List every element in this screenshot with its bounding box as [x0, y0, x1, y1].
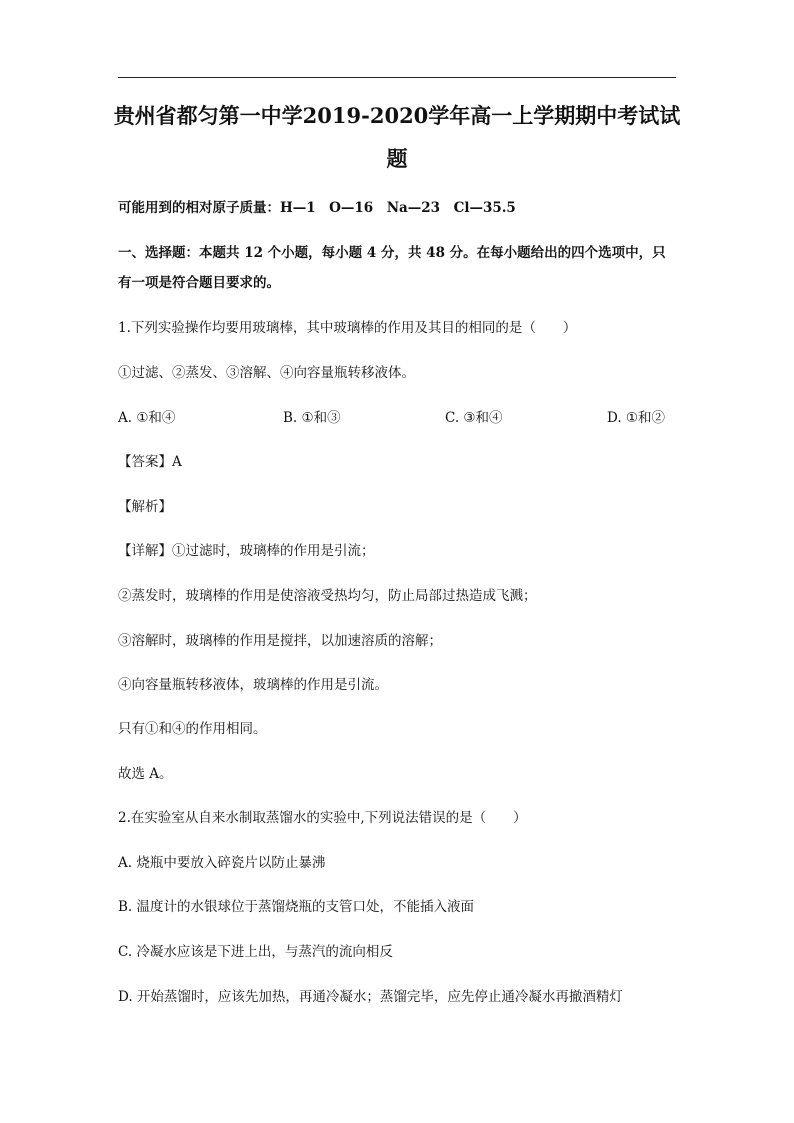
section-heading-continued: 有一项是符合题目要求的。	[118, 275, 280, 291]
q1-option-c: C. ③和④	[445, 410, 503, 426]
q1-option-b: B. ①和③	[283, 410, 341, 426]
q1-items: ①过滤、②蒸发、③溶解、④向容量瓶转移液体。	[118, 365, 415, 381]
q1-detail-line: ④向容量瓶转移液体，玻璃棒的作用是引流。	[118, 677, 388, 693]
header-rule	[118, 77, 676, 78]
page-title-continued: 题	[386, 146, 408, 171]
q2-option-b: B. 温度计的水银球位于蒸馏烧瓶的支管口处，不能插入液面	[118, 899, 475, 915]
q1-detail-line: 【详解】①过滤时，玻璃棒的作用是引流；	[118, 543, 375, 559]
q2-stem: 2.在实验室从自来水制取蒸馏水的实验中,下列说法错误的是（ ）	[118, 810, 527, 826]
page-title: 贵州省都匀第一中学2019-2020学年高一上学期期中考试试	[113, 103, 681, 128]
q1-detail-line: ③溶解时，玻璃棒的作用是搅拌，以加速溶质的溶解；	[118, 633, 442, 649]
q1-detail-line: 故选 A。	[118, 766, 173, 782]
atomic-mass-note: 可能用到的相对原子质量：H—1 O—16 Na—23 Cl—35.5	[118, 200, 516, 216]
q1-analysis-label: 【解析】	[118, 499, 172, 515]
q1-detail-line: 只有①和④的作用相同。	[118, 721, 267, 737]
q1-detail-line: ②蒸发时，玻璃棒的作用是使溶液受热均匀，防止局部过热造成飞溅；	[118, 588, 537, 604]
q2-option-c: C. 冷凝水应该是下进上出，与蒸汽的流向相反	[118, 944, 393, 960]
q1-stem: 1.下列实验操作均要用玻璃棒，其中玻璃棒的作用及其目的相同的是（ ）	[118, 320, 577, 336]
q1-option-d: D. ①和②	[607, 410, 666, 426]
q2-option-d: D. 开始蒸馏时，应该先加热，再通冷凝水；蒸馏完毕，应先停止通冷凝水再撤酒精灯	[118, 989, 623, 1005]
q2-option-a: A. 烧瓶中要放入碎瓷片以防止暴沸	[118, 855, 326, 871]
section-heading: 一、选择题：本题共 12 个小题，每小题 4 分，共 48 分。在每小题给出的四个选项中，只	[118, 245, 666, 261]
q1-answer: 【答案】A	[118, 454, 182, 470]
q1-option-a: A. ①和④	[118, 410, 176, 426]
